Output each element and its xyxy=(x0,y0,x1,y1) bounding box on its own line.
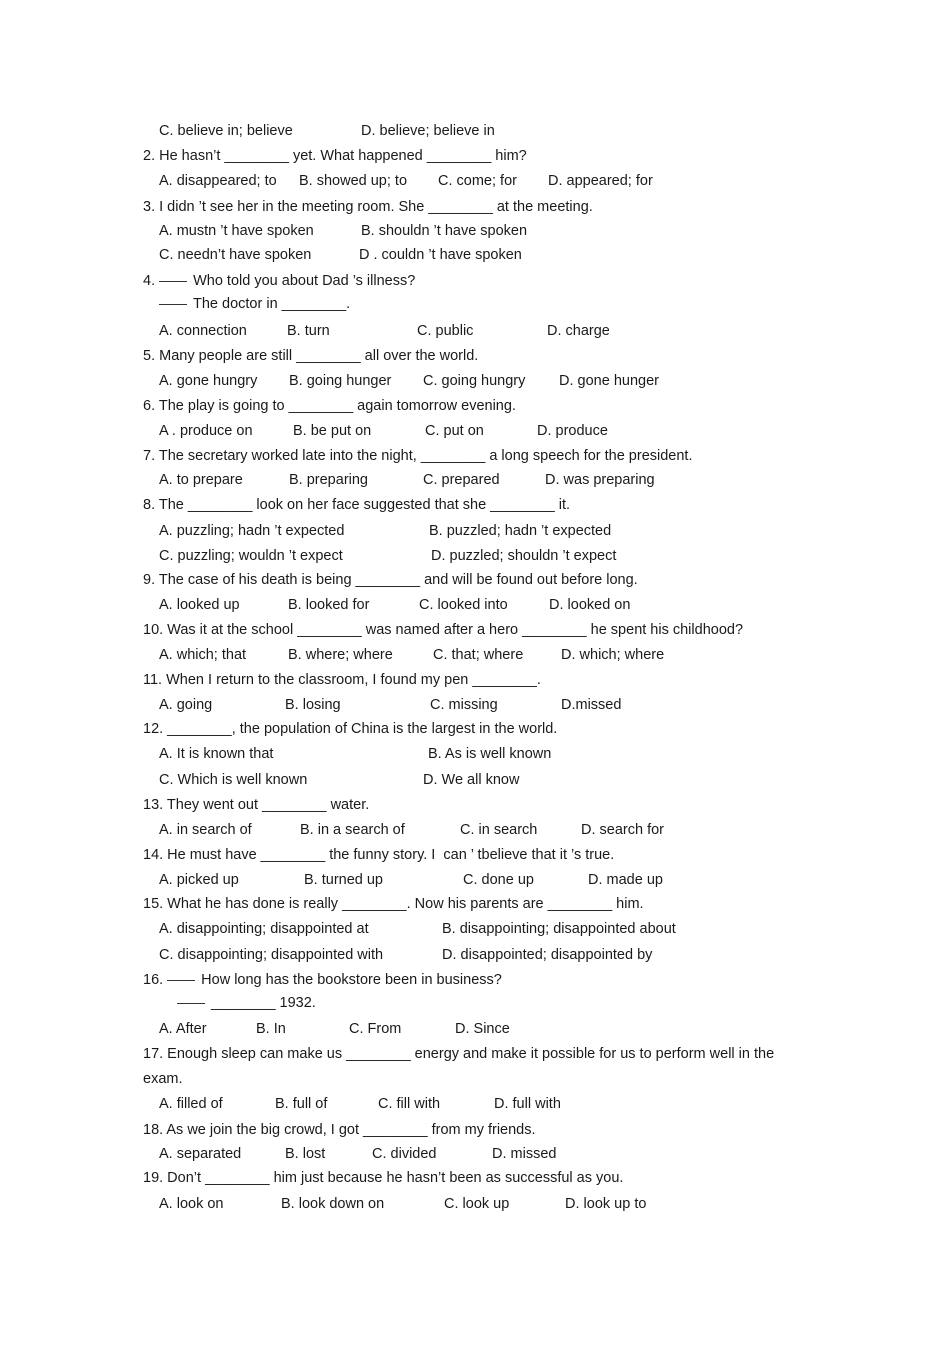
q9-stem: 9. The case of his death is being ________ and will be found out before long. xyxy=(143,572,638,588)
q9-option-b: B. looked for xyxy=(288,597,370,613)
q7-option-c: C. prepared xyxy=(423,472,500,488)
q12-option-b: B. As is well known xyxy=(428,746,552,762)
q2-option-c: C. come; for xyxy=(438,173,517,189)
q13-option-c: C. in search xyxy=(460,822,538,838)
q8-option-c: C. puzzling; wouldn ’t expect xyxy=(159,548,343,564)
q19-option-a: A. look on xyxy=(159,1196,224,1212)
q14-option-c: C. done up xyxy=(463,872,534,888)
q4-option-b: B. turn xyxy=(287,323,330,339)
q6-option-a: A . produce on xyxy=(159,423,253,439)
q14-stem: 14. He must have ________ the funny story. I can ’ tbelieve that it ’s true. xyxy=(143,847,615,863)
q17-option-a: A. filled of xyxy=(159,1096,223,1112)
q7-option-a: A. to prepare xyxy=(159,472,243,488)
q12-option-a: A. It is known that xyxy=(159,746,274,762)
q9-option-a: A. looked up xyxy=(159,597,240,613)
q2-option-b: B. showed up; to xyxy=(299,173,408,189)
q17-stem-continued: exam. xyxy=(143,1071,183,1087)
dialogue-dash xyxy=(177,1003,205,1004)
dialogue-dash xyxy=(167,980,195,981)
q18-option-a: A. separated xyxy=(159,1146,242,1162)
q16-option-a: A. After xyxy=(159,1021,207,1037)
q19-option-c: C. look up xyxy=(444,1196,510,1212)
q7-option-d: D. was preparing xyxy=(545,472,655,488)
q13-stem: 13. They went out ________ water. xyxy=(143,797,370,813)
q4-option-c: C. public xyxy=(417,323,474,339)
q3-option-d: D . couldn ’t have spoken xyxy=(359,247,522,263)
q5-stem: 5. Many people are still ________ all over the world. xyxy=(143,348,479,364)
q12-stem: 12. ________, the population of China is the largest in the world. xyxy=(143,721,558,737)
q16-option-b: B. In xyxy=(256,1021,286,1037)
q1-option-c: C. believe in; believe xyxy=(159,123,293,139)
q5-option-b: B. going hunger xyxy=(289,373,392,389)
q11-option-b: B. losing xyxy=(285,697,341,713)
q2-option-a: A. disappeared; to xyxy=(159,173,277,189)
q16-line2-text: ________ 1932. xyxy=(211,995,316,1011)
q3-option-a: A. mustn ’t have spoken xyxy=(159,223,314,239)
q5-option-a: A. gone hungry xyxy=(159,373,258,389)
q11-option-c: C. missing xyxy=(430,697,498,713)
q13-option-a: A. in search of xyxy=(159,822,252,838)
q17-option-b: B. full of xyxy=(275,1096,328,1112)
q11-option-a: A. going xyxy=(159,697,213,713)
q9-option-c: C. looked into xyxy=(419,597,508,613)
q4-option-a: A. connection xyxy=(159,323,247,339)
q15-stem: 15. What he has done is really ________. Now his parents are ________ him. xyxy=(143,896,644,912)
q4-option-d: D. charge xyxy=(547,323,610,339)
dialogue-dash xyxy=(159,281,187,282)
q15-option-b: B. disappointing; disappointed about xyxy=(442,921,676,937)
q6-stem: 6. The play is going to ________ again tomorrow evening. xyxy=(143,398,516,414)
q11-option-d: D.missed xyxy=(561,697,622,713)
q6-option-c: C. put on xyxy=(425,423,484,439)
q17-option-c: C. fill with xyxy=(378,1096,441,1112)
q3-stem: 3. I didn ’t see her in the meeting room. She ________ at the meeting. xyxy=(143,199,593,215)
q18-stem: 18. As we join the big crowd, I got ________ from my friends. xyxy=(143,1122,536,1138)
q5-option-c: C. going hungry xyxy=(423,373,526,389)
q3-option-b: B. shouldn ’t have spoken xyxy=(361,223,528,239)
q13-option-b: B. in a search of xyxy=(300,822,405,838)
q19-option-d: D. look up to xyxy=(565,1196,647,1212)
q16-line1-text: How long has the bookstore been in business? xyxy=(201,972,502,988)
q8-option-d: D. puzzled; shouldn ’t expect xyxy=(431,548,617,564)
q5-option-d: D. gone hunger xyxy=(559,373,659,389)
q15-option-d: D. disappointed; disappointed by xyxy=(442,947,653,963)
dialogue-dash xyxy=(159,304,187,305)
q15-option-a: A. disappointing; disappointed at xyxy=(159,921,369,937)
q10-option-a: A. which; that xyxy=(159,647,247,663)
q16-option-d: D. Since xyxy=(455,1021,510,1037)
q19-stem: 19. Don’t ________ him just because he hasn’t been as successful as you. xyxy=(143,1170,624,1186)
q18-option-b: B. lost xyxy=(285,1146,326,1162)
q18-option-d: D. missed xyxy=(492,1146,557,1162)
q8-option-a: A. puzzling; hadn ’t expected xyxy=(159,523,345,539)
q19-option-b: B. look down on xyxy=(281,1196,385,1212)
q6-option-d: D. produce xyxy=(537,423,608,439)
q4-line2-text: The doctor in ________. xyxy=(193,296,351,312)
q7-option-b: B. preparing xyxy=(289,472,368,488)
q2-option-d: D. appeared; for xyxy=(548,173,653,189)
q10-option-b: B. where; where xyxy=(288,647,393,663)
q6-option-b: B. be put on xyxy=(293,423,372,439)
q9-option-d: D. looked on xyxy=(549,597,631,613)
q17-option-d: D. full with xyxy=(494,1096,561,1112)
q11-stem: 11. When I return to the classroom, I found my pen ________. xyxy=(143,672,541,688)
q14-option-d: D. made up xyxy=(588,872,663,888)
q12-option-d: D. We all know xyxy=(423,772,520,788)
q2-stem: 2. He hasn’t ________ yet. What happened ________ him? xyxy=(143,148,527,164)
q7-stem: 7. The secretary worked late into the night, ________ a long speech for the president. xyxy=(143,448,693,464)
q16-number: 16. xyxy=(143,972,164,988)
q4-line1-text: Who told you about Dad ’s illness? xyxy=(193,273,416,289)
q3-option-c: C. needn’t have spoken xyxy=(159,247,312,263)
q10-option-c: C. that; where xyxy=(433,647,524,663)
q4-line1 xyxy=(143,272,415,290)
q14-option-b: B. turned up xyxy=(304,872,383,888)
q10-stem: 10. Was it at the school ________ was named after a hero ________ he spent his childhood? xyxy=(143,622,744,638)
q12-option-c: C. Which is well known xyxy=(159,772,308,788)
q10-option-d: D. which; where xyxy=(561,647,665,663)
q16-option-c: C. From xyxy=(349,1021,402,1037)
q1-option-d: D. believe; believe in xyxy=(361,123,495,139)
q13-option-d: D. search for xyxy=(581,822,664,838)
q14-option-a: A. picked up xyxy=(159,872,239,888)
q4-line2 xyxy=(155,295,350,313)
q16-line1 xyxy=(143,971,502,989)
q16-line2 xyxy=(173,994,316,1012)
q17-stem: 17. Enough sleep can make us ________ energy and make it possible for us to perform well in the xyxy=(143,1046,775,1062)
q18-option-c: C. divided xyxy=(372,1146,437,1162)
q15-option-c: C. disappointing; disappointed with xyxy=(159,947,384,963)
q8-option-b: B. puzzled; hadn ’t expected xyxy=(429,523,612,539)
q8-stem: 8. The ________ look on her face suggested that she ________ it. xyxy=(143,497,571,513)
q4-number: 4. xyxy=(143,273,156,289)
